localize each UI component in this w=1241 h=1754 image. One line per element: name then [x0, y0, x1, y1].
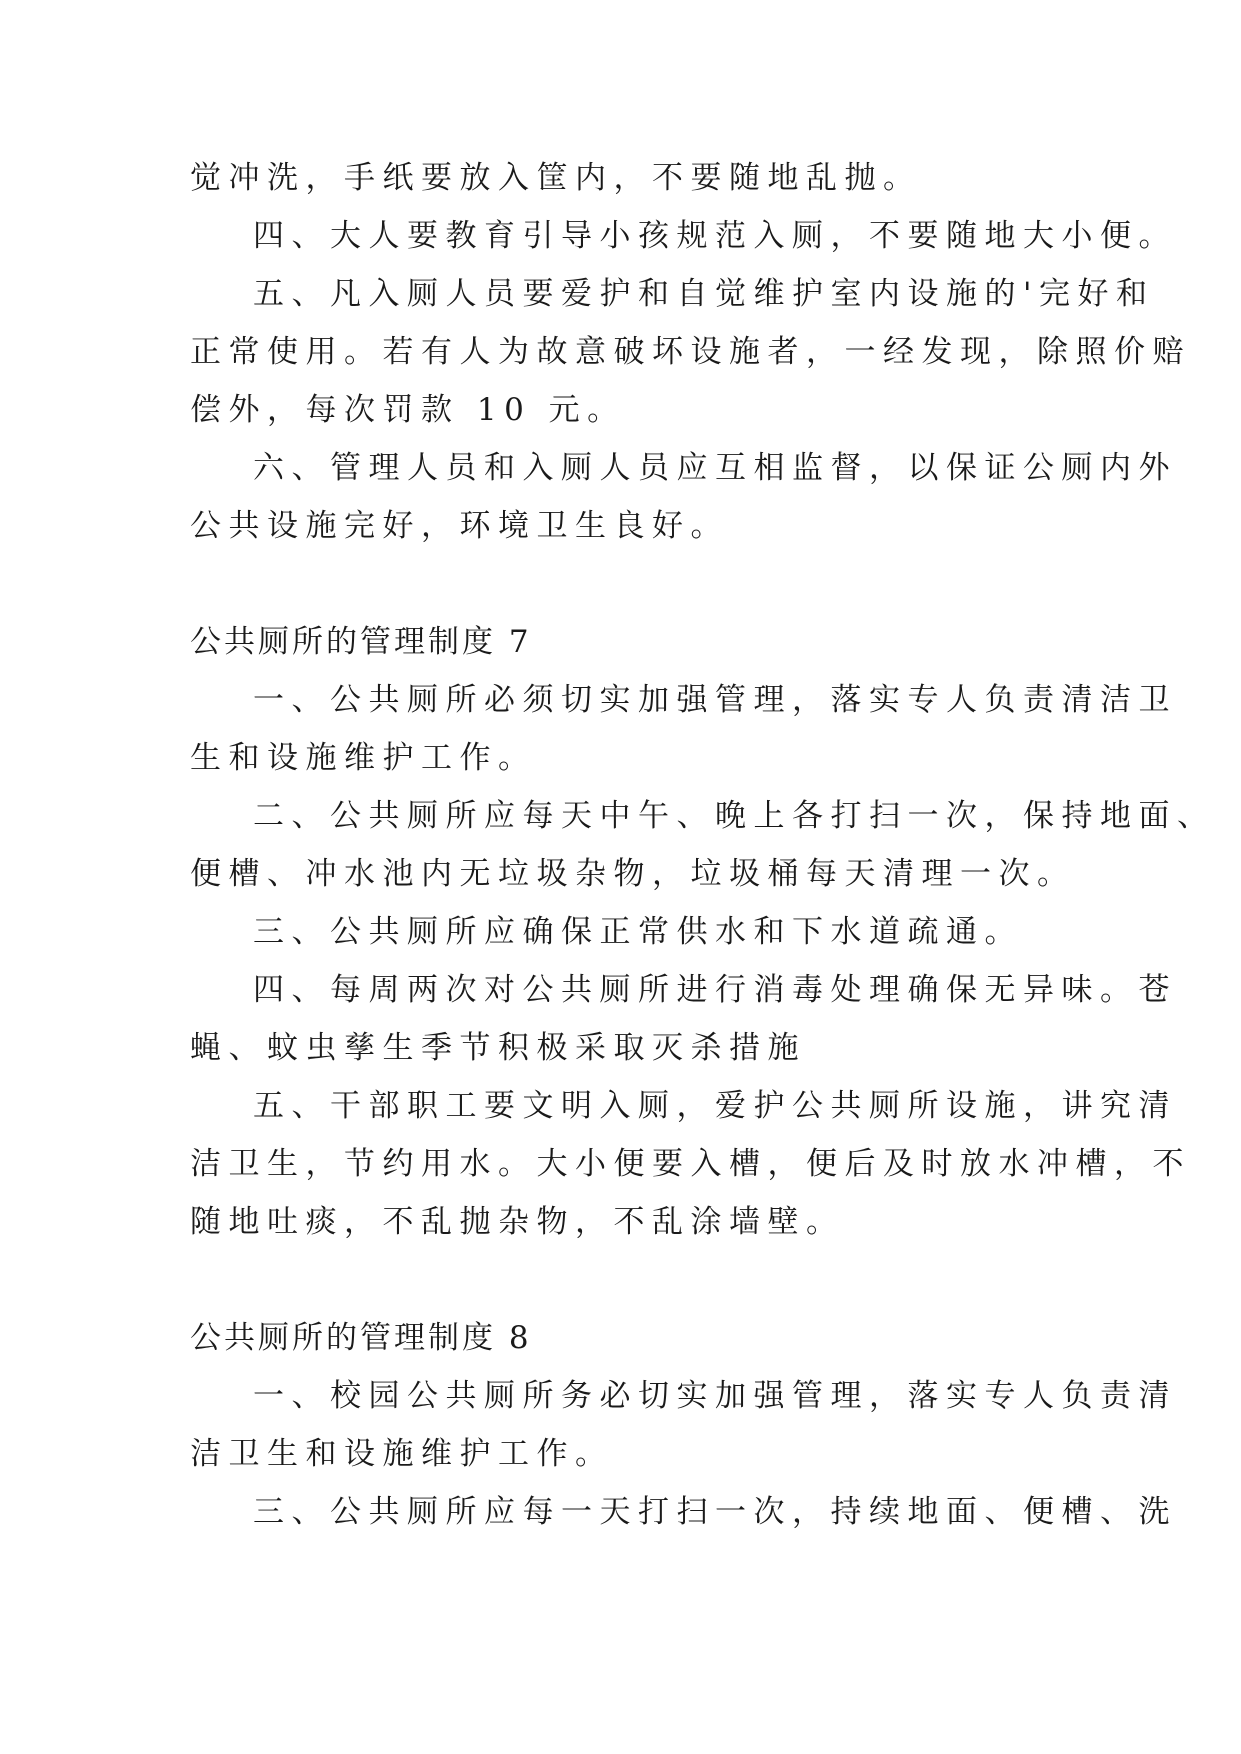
text-line: 正常使用。若有人为故意破坏设施者，一经发现，除照价赔 [190, 334, 1191, 370]
section-heading: 公共厕所的管理制度 8 [190, 1320, 532, 1356]
text-line: 一、公共厕所必须切实加强管理，落实专人负责清洁卫 [253, 682, 1177, 718]
text-line: 生和设施维护工作。 [190, 740, 537, 776]
text-line: 一、校园公共厕所务必切实加强管理，落实专人负责清 [253, 1378, 1177, 1414]
text-line: 便槽、冲水池内无垃圾杂物，垃圾桶每天清理一次。 [190, 856, 1076, 892]
text-line: 随地吐痰，不乱抛杂物，不乱涂墙壁。 [190, 1204, 845, 1240]
text-line: 三、公共厕所应确保正常供水和下水道疏通。 [253, 914, 1023, 950]
section-heading: 公共厕所的管理制度 7 [190, 624, 532, 660]
text-line: 四、每周两次对公共厕所进行消毒处理确保无异味。苍 [253, 972, 1177, 1008]
text-line: 觉冲洗，手纸要放入筐内，不要随地乱抛。 [190, 160, 922, 196]
text-line: 六、管理人员和入厕人员应互相监督，以保证公厕内外 [253, 450, 1177, 486]
text-line: 公共设施完好，环境卫生良好。 [190, 508, 729, 544]
text-line: 四、大人要教育引导小孩规范入厕，不要随地大小便。 [253, 218, 1177, 254]
text-line: 偿外，每次罚款 10 元。 [190, 392, 626, 428]
text-line: 洁卫生和设施维护工作。 [190, 1436, 614, 1472]
text-line: 五、干部职工要文明入厕，爱护公共厕所设施，讲究清 [253, 1088, 1177, 1124]
text-line: 三、公共厕所应每一天打扫一次，持续地面、便槽、洗 [253, 1494, 1177, 1530]
text-line: 五、凡入厕人员要爱护和自觉维护室内设施的'完好和 [253, 276, 1155, 312]
text-line: 二、公共厕所应每天中午、晚上各打扫一次，保持地面、 [253, 798, 1216, 834]
text-line: 蝇、蚊虫孳生季节积极采取灭杀措施 [190, 1030, 806, 1066]
text-line: 洁卫生，节约用水。大小便要入槽，便后及时放水冲槽，不 [190, 1146, 1191, 1182]
